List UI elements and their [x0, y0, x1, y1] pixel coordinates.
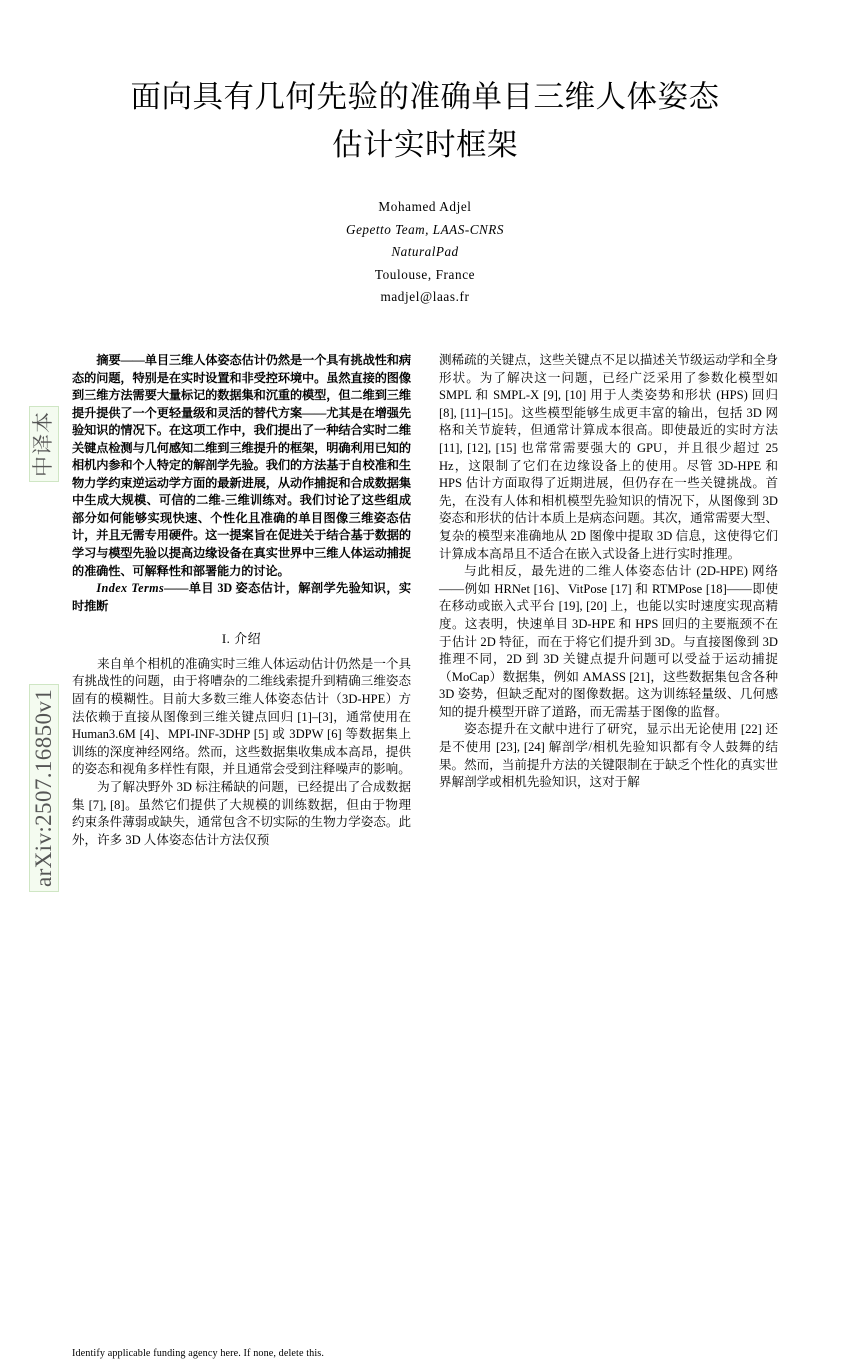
paragraph-left-2: 为了解决野外 3D 标注稀缺的问题，已经提出了合成数据集 [7], [8]。虽然它们提供了大规模的训练数据，但由于物理约束条件薄弱或缺失，通常包含不切实际的生物力学姿态。此外，许多 3D 人体姿态估计方法仅预	[72, 779, 411, 847]
translation-badge: 中译本	[29, 406, 59, 482]
index-terms-dash: ——	[164, 581, 189, 596]
author-block	[72, 196, 778, 309]
arxiv-identifier: arXiv:2507.16850v1	[29, 684, 59, 892]
author-affiliation: Gepetto Team, LAAS-CNRS	[346, 221, 504, 237]
paragraph-right-3: 姿态提升在文献中进行了研究，显示出无论使用 [22] 还是不使用 [23], [24] 解剖学/相机先验知识都有令人鼓舞的结果。然而，当前提升方法的关键限制在于缺乏个性化的真实世界解剖学或相机先验知识，这对于解	[439, 722, 778, 790]
footnote-text: Identify applicable funding agency here. If none, delete this.	[72, 1348, 325, 1359]
paragraph-right-1: 测稀疏的关键点，这些关键点不足以描述关节级运动学和全身形状。为了解决这一问题，已经广泛采用了参数化模型如 SMPL 和 SMPL-X [9], [10] 用于人类姿势和形状 (HPS) 回归 [8], [11]–[15]。这些模型能够生成更丰富的输出，包括 3D 网格和关节旋转，但通常计算成本很高。即使最近的实时方法 [11], [12], [15] 也常常需要强大的 GPU，并且很少超过 25 Hz，这限制了它们在边缘设备上的使用。尽管 3D-HPE 和 HPS 估计方面取得了近期进展，但仍存在一些关键挑战。首先，在没有人体和相机模型先验知识的情况下，从图像到 3D 姿态和形状的估计本质上是病态问题。其次，通常需要大型、复杂的模型来准确地从 2D 图像中提取 3D 信息，这使得它们计算成本高昂且不适合在嵌入式设备上进行实时推理。	[439, 353, 778, 561]
paper-page	[72, 0, 778, 1359]
abstract-body: 单目三维人体姿态估计仍然是一个具有挑战性和病态的问题，特别是在实时设置和非受控环境中。虽然直接的图像到三维方法需要大量标记的数据集和沉重的模型，但二维到三维提升提供了一个更轻量级和灵活的替代方案——尤其是在增强先验知识的情况下。在这项工作中，我们提出了一种结合实时二维关键点检测与几何感知二维到三维提升的框架，明确利用已知的相机内参和个人特定的解剖学先验。我们的方法基于自校准和生物力学约束逆运动学方面的最新进展，从动作捕捉和合成数据集中生成大规模、可信的二维-三维训练对。我们讨论了这些组成部分如何能够实现快速、个性化且准确的单目图像三维姿态估计，并且无需专用硬件。这一提案旨在促进关于结合基于数据的学习与模型先验以提高边缘设备在真实世界中三维人体运动捕捉的准确性、可解释性和部署能力的讨论。	[72, 353, 411, 578]
paragraph-left-1: 来自单个相机的准确实时三维人体运动估计仍然是一个具有挑战性的问题，由于将嘈杂的二维线索提升到精确三维姿态固有的模糊性。目前大多数三维人体姿态估计（3D-HPE）方法依赖于直接从图像到三维关键点回归 [1]–[3]，通常使用在 Human3.6M [4]、MPI-INF-3DHP [5] 或 3DPW [6] 等数据集上训练的深度神经网络。然而，这些数据集收集成本高昂，提供的姿态和视角多样性有限，并且通常会受到注释噪声的影响。	[72, 656, 411, 777]
page-title	[72, 0, 778, 170]
index-terms-paragraph	[72, 580, 411, 615]
paragraph-right-2: 与此相反，最先进的二维人体姿态估计 (2D-HPE) 网络——例如 HRNet [16]、VitPose [17] 和 RTMPose [18]——即使在移动或嵌入式平台 [19], [20] 上，也能以实时速度实现高精度。这表明，快速单目 3D-HPE 和 HPS 回归的主要瓶颈不在于估计 2D 特征，而在于将它们提升到 3D。与直接图像到 3D 推理不同，2D 到 3D 关键点提升问题可以受益于运动捕捉（MoCap）数据集，例如 AMASS [21]，这些数据集包含各种 3D 姿势，但缺乏配对的图像数据。这为训练轻量级、几何感知的提升模型开辟了道路，而无需基于图像的监督。	[439, 564, 778, 719]
index-terms-label: Index Terms	[96, 581, 165, 596]
footnote	[72, 1341, 411, 1361]
column-left	[72, 352, 411, 1359]
body-columns	[72, 352, 778, 1359]
abstract-label: 摘要——	[96, 353, 145, 367]
author-email: madjel@laas.fr	[380, 289, 470, 304]
index-terms-body: 单目 3D 姿态估计，解剖学先验知识，实时推断	[72, 581, 411, 613]
author-company: NaturalPad	[391, 244, 459, 259]
arxiv-stamp	[0, 360, 70, 900]
author-name: Mohamed Adjel	[378, 199, 472, 214]
abstract-paragraph	[72, 352, 411, 580]
section-heading-introduction: I. 介绍	[221, 631, 262, 647]
title-line-2: 估计实时框架	[332, 128, 518, 163]
author-location: Toulouse, France	[374, 266, 476, 282]
title-line-1: 面向具有几何先验的准确单目三维人体姿态	[130, 80, 720, 115]
column-right	[439, 352, 778, 849]
